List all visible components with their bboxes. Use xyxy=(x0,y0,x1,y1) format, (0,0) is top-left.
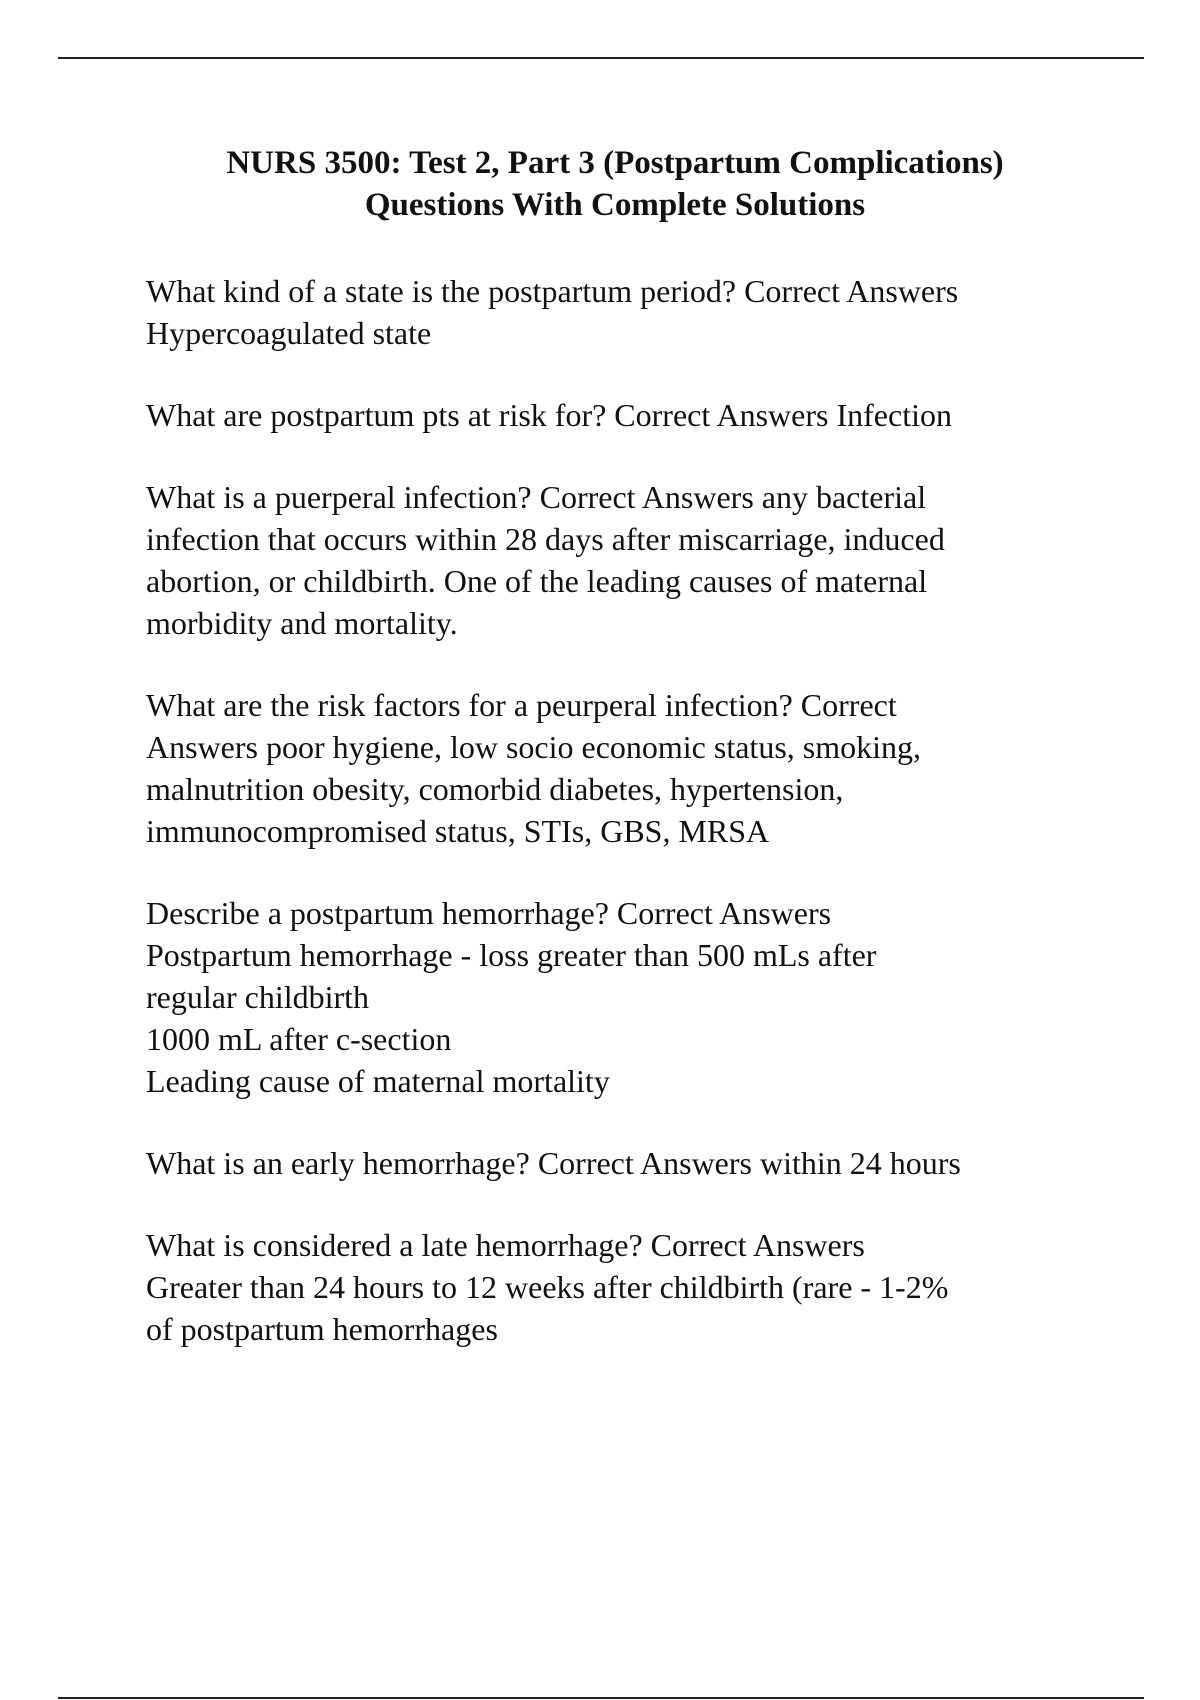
qa-text: What are the risk factors for a peurperal infection? Correct Answers poor hygiene, low socio economic status, smoking, malnutrition obesity, comorbid diabetes, hypertension, immunocompromised status, STIs, GBS, MRSA xyxy=(146,687,921,849)
title-line-1: NURS 3500: Test 2, Part 3 (Postpartum Complications) xyxy=(226,145,1004,181)
qa-entry xyxy=(146,1224,1096,1350)
document-title xyxy=(146,142,1084,226)
qa-text: Describe a postpartum hemorrhage? Correct Answers Postpartum hemorrhage - loss greater than 500 mLs after regular childbirth 1000 mL after c-section Leading cause of maternal mortality xyxy=(146,895,877,1099)
qa-entry xyxy=(146,1142,1096,1184)
bottom-rule xyxy=(58,1697,1144,1699)
qa-text: What is considered a late hemorrhage? Correct Answers Greater than 24 hours to 12 weeks after childbirth (rare - 1-2% of postpartum hemorrhages xyxy=(146,1227,949,1347)
top-rule xyxy=(58,57,1144,59)
qa-entry xyxy=(146,270,1096,354)
qa-list xyxy=(146,270,1096,1390)
title-line-2: Questions With Complete Solutions xyxy=(364,187,866,223)
qa-text: What kind of a state is the postpartum period? Correct Answers Hypercoagulated state xyxy=(146,273,959,351)
qa-entry xyxy=(146,394,1096,436)
qa-entry xyxy=(146,476,1096,644)
qa-entry xyxy=(146,892,1096,1102)
qa-text: What are postpartum pts at risk for? Correct Answers Infection xyxy=(146,397,952,433)
qa-text: What is an early hemorrhage? Correct Answers within 24 hours xyxy=(146,1145,961,1181)
qa-entry xyxy=(146,684,1096,852)
qa-text: What is a puerperal infection? Correct Answers any bacterial infection that occurs within 28 days after miscarriage, induced abortion, or childbirth. One of the leading causes of maternal morbidity and mortality. xyxy=(146,479,945,641)
